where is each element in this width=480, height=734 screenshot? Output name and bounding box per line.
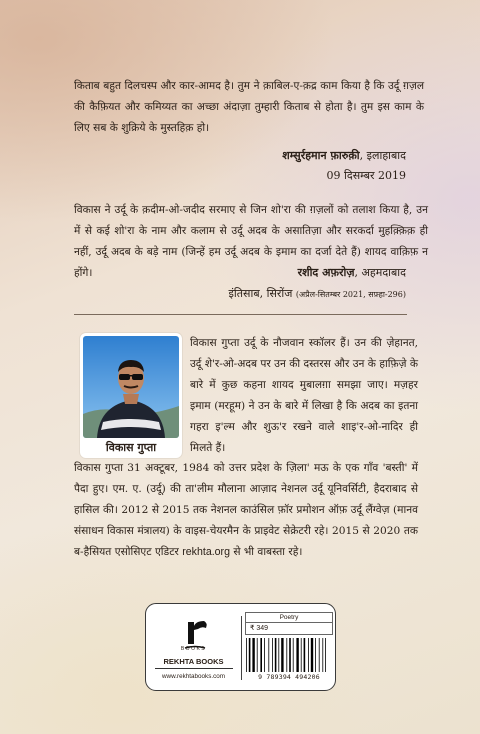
barcode-bar: [319, 638, 320, 672]
quote-faruqi: किताब बहुत दिलचस्प और कार-आमद है। तुम ने क़ाबिल-ए-क़द्र काम किया है कि उर्दू ग़ज़ल की कैफ़ियत और कमिय्यत का अच्छा अंदाज़ा तुम्हारी किताब से होता है। तुम इस काम के लिए सब के शुक्रिये के मुस्तहिक़ हो।: [74, 80, 424, 134]
barcode-bar: [246, 638, 247, 672]
barcode-bar: [281, 638, 283, 672]
bio-website: rekhta.org: [182, 546, 230, 558]
barcode-bar: [264, 638, 265, 672]
attribution-faruqi: [282, 146, 406, 166]
attribution-author: रशीद अफ़रोज़: [297, 266, 355, 279]
bio-text: विकास गुप्ता 31 अक्टूबर, 1984 को उत्तर प्रदेश के ज़िला' मऊ के एक गाँव 'बस्ती' में पैदा हुए। एम. ए. (उर्दू) की ता'लीम मौलाना आज़ाद नेशनल उर्दू यूनिवर्सिटी, हैदराबाद से हासिल की। 2012 से 2015 तक नेशनल काउंसिल फ़ॉर प्रमोशन ऑफ़ उर्दू लैंग्वेज़ (मानव संसाधन विकास मंत्रालय) के वाइस-चेयरमैन के प्राइवेट सेक्रेटरी रहे। 2015 से 2020 तक ब-हैसियत एसोसिएट एडिटर: [74, 462, 418, 558]
barcode-bar: [268, 638, 269, 672]
publisher-rule: [155, 668, 233, 669]
price-label: ₹ 349: [245, 623, 333, 635]
genre-label: Poetry: [245, 612, 333, 623]
attribution-afroz: [298, 263, 406, 283]
author-portrait-image: [83, 336, 179, 438]
barcode-bar: [325, 638, 326, 672]
barcode-bar: [286, 638, 287, 672]
isbn-number: 9 789394 494206: [258, 673, 320, 681]
attribution-place: , इलाहाबाद: [359, 149, 406, 162]
barcode-bar: [293, 638, 294, 672]
barcode-bar: [260, 638, 262, 672]
barcode-bar: [289, 638, 291, 672]
barcode-bar: [272, 638, 273, 672]
publisher-books-label: BOOKS: [180, 646, 207, 652]
barcode-bar: [322, 638, 323, 672]
barcode-bar: [249, 638, 251, 672]
author-bio-paragraph-1: विकास गुप्ता उर्दू के नौजवान स्कॉलर हैं। उन की ज़ेहानत, उर्दू शे'र-ओ-अदब पर उन की दस्तरस और उन के हाफ़िज़े के बारे में कुछ कहना शायद मुबालग़ा समझा जाए। मज़हर इमाम (मरहूम) ने उन के बारे में लिखा है कि अदब का इतना गहरा इ'ल्म और शुऊ'र रखने वाले शाइ'र-ओ-नादिर ही मिलते हैं।: [190, 337, 418, 454]
panel-divider: [241, 616, 242, 680]
barcode-bar: [304, 638, 306, 672]
source-detail: (अप्रैल-सितम्बर 2021, सफ़्हा-296): [295, 290, 406, 299]
barcode-bar: [301, 638, 302, 672]
publisher-url: www.rekhtabooks.com: [162, 673, 225, 680]
author-name-caption: विकास गुप्ता: [105, 441, 157, 454]
attribution-place: , अहमदाबाद: [354, 266, 406, 279]
attribution-source: [229, 284, 406, 305]
barcode-bar: [308, 638, 309, 672]
source-title: इंतिसाब, सिरोंज: [228, 287, 296, 300]
bio-text-end: से भी वाबस्ता रहे।: [229, 546, 303, 558]
barcode-bar: [315, 638, 316, 672]
barcode-bar: [275, 638, 277, 672]
barcode-bar: [252, 638, 254, 672]
attribution-author: शम्सुर्रहमान फ़ारुक़ी: [282, 149, 360, 162]
barcode-bar: [278, 638, 279, 672]
attribution-date: 09 दिसम्बर 2019: [326, 169, 406, 182]
barcode-bar: [296, 638, 298, 672]
isbn-barcode: [245, 638, 333, 672]
publisher-barcode-panel: [145, 603, 336, 691]
barcode-bar: [257, 638, 258, 672]
section-divider: [74, 314, 407, 315]
author-photo-card: [80, 333, 182, 458]
publisher-name: REKHTA BOOKS: [163, 657, 224, 666]
author-photo: [83, 336, 179, 438]
quote-afroz: विकास ने उर्दू के क़दीम-ओ-जदीद सरमाए से जिन शो'रा की ग़ज़लों को तलाश किया है, उन में से कई शो'रा के नाम और कलाम से उर्दू अदब के असातिज़ा और सरकर्दा मुहक़्क़िक़ ही नहीं, उर्दू अदब के बड़े नाम (जिन्हें हम उर्दू अदब के इमाम का दर्जा देते हैं) शायद वाक़िफ़ न होंगे।: [74, 204, 428, 279]
author-bio-paragraph-2: [74, 458, 418, 563]
barcode-bar: [311, 638, 313, 672]
